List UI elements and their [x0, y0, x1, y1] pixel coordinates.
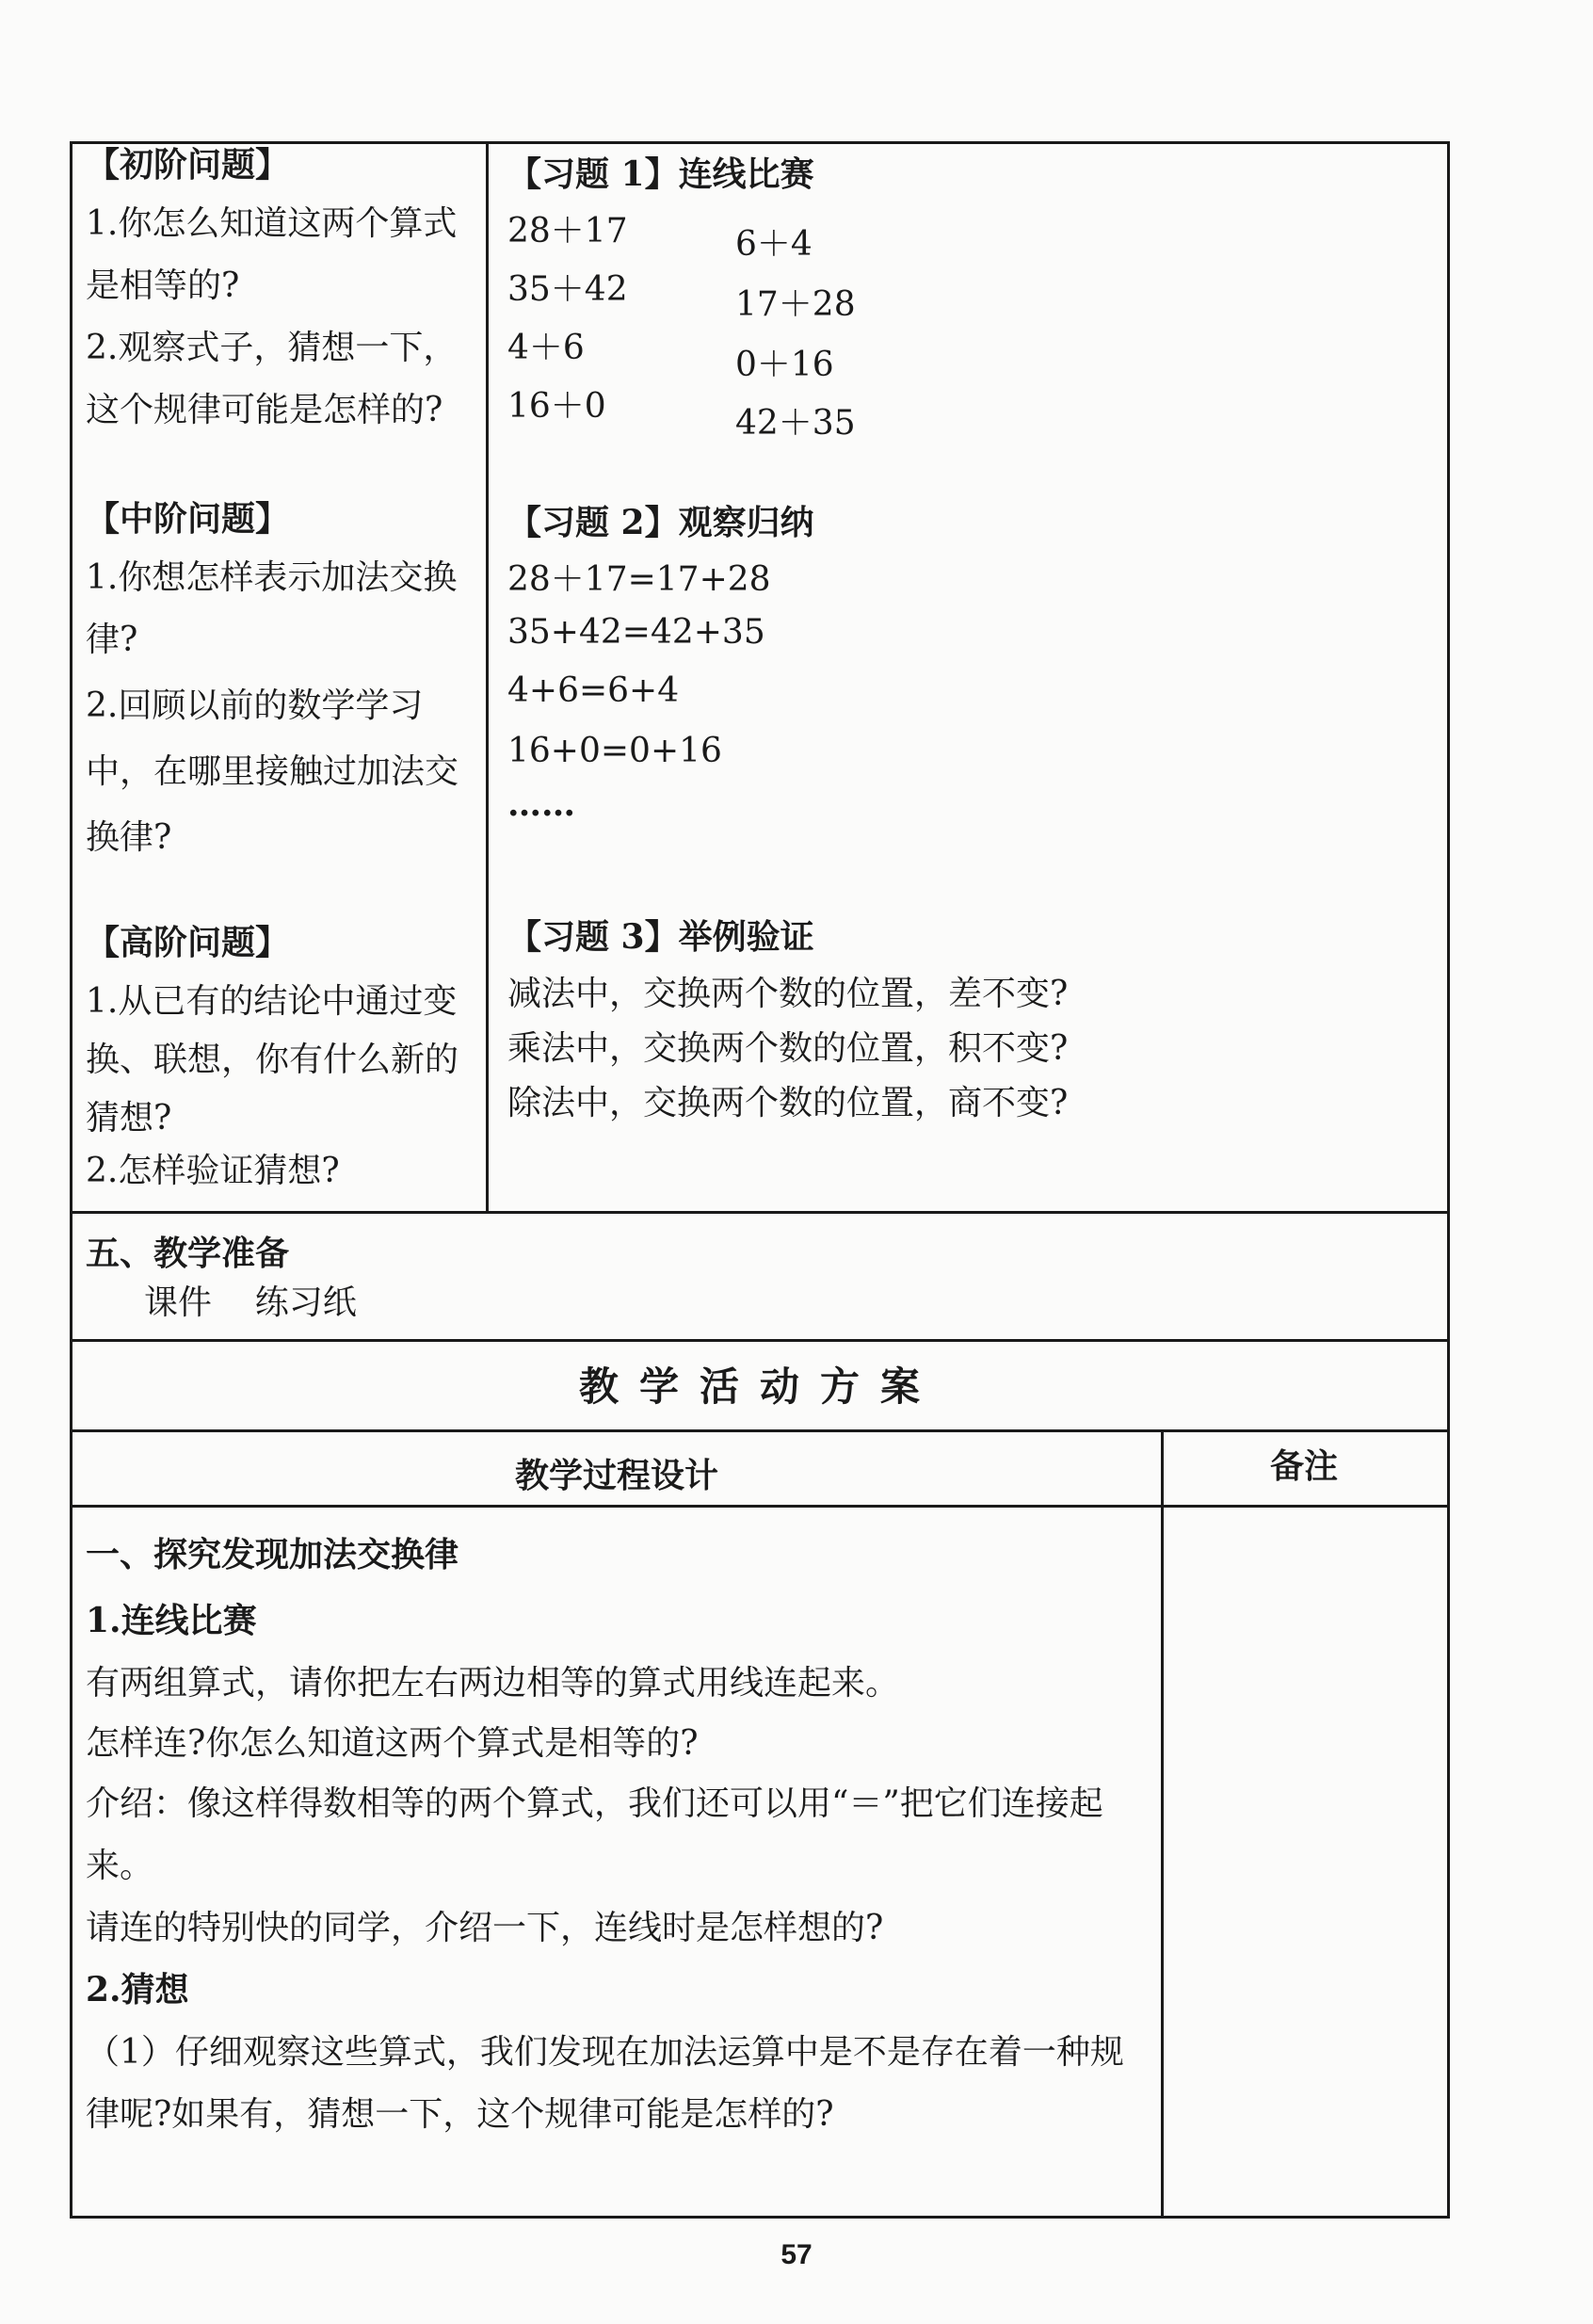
exercise-2-title: 【习题 2】观察归纳 [507, 503, 814, 542]
subsection-heading: 2.猜想 [86, 1970, 189, 2009]
col-header-notes: 备注 [1269, 1446, 1338, 1486]
question-line: 1.从已有的结论中通过变 [86, 982, 458, 1021]
exercise-1-left-item: 16＋0 [507, 387, 606, 426]
prep-items: 课件 练习纸 [144, 1283, 357, 1322]
question-line: 换、联想，你有什么新的 [86, 1041, 459, 1079]
exercise-1-left-item: 28＋17 [507, 212, 628, 250]
question-line: 中，在哪里接触过加法交 [86, 752, 459, 791]
activity-plan-banner: 教学活动方案 [72, 1342, 1447, 1432]
process-paragraph: 来。 [86, 1847, 154, 1885]
page-frame [70, 141, 1450, 2219]
question-line: 换律? [86, 818, 172, 857]
exercise-2-line: 28＋17=17+28 [507, 560, 771, 599]
exercise-2-ellipsis: …… [507, 784, 575, 824]
high-questions-title: 【高阶问题】 [86, 923, 290, 962]
exercise-1-left-item: 35＋42 [507, 270, 628, 309]
question-line: 是相等的? [86, 266, 240, 305]
teaching-preparation [72, 1214, 1447, 1342]
process-paragraph: 律呢?如果有，猜想一下，这个规律可能是怎样的? [86, 2095, 834, 2134]
question-line: 2.观察式子，猜想一下， [86, 329, 458, 367]
process-paragraph: （1）仔细观察这些算式，我们发现在加法运算中是不是存在着一种规 [86, 2033, 1124, 2072]
col-header-process: 教学过程设计 [514, 1456, 718, 1495]
exercise-1-right-item: 6＋4 [735, 225, 813, 264]
process-paragraph: 请连的特别快的同学，介绍一下，连线时是怎样想的? [86, 1909, 884, 1947]
process-paragraph: 怎样连?你怎么知道这两个算式是相等的? [86, 1724, 699, 1763]
page-number: 57 [780, 2239, 813, 2270]
question-line: 1.你想怎样表示加法交换 [86, 558, 458, 597]
column-divider [1161, 1432, 1164, 2216]
questions-column [72, 144, 489, 1214]
exercise-1-right-item: 17＋28 [735, 285, 856, 324]
exercise-3-title: 【习题 3】举例验证 [507, 917, 814, 957]
process-paragraph: 介绍：像这样得数相等的两个算式，我们还可以用“＝”把它们连接起 [86, 1784, 1103, 1823]
exercise-2-line: 35+42=42+35 [507, 613, 765, 652]
exercises-column [489, 144, 1447, 1214]
question-line: 律? [86, 621, 138, 659]
questions-exercises-section [72, 144, 1447, 1214]
process-table-header [72, 1432, 1447, 1508]
question-line: 1.你怎么知道这两个算式 [86, 204, 458, 243]
exercise-3-line: 除法中，交换两个数的位置，商不变? [507, 1084, 1069, 1122]
basic-questions-title: 【初阶问题】 [86, 145, 290, 185]
exercise-1-title: 【习题 1】连线比赛 [507, 154, 814, 194]
question-line: 猜想? [86, 1099, 172, 1138]
exercise-1-right-item: 42＋35 [735, 404, 856, 443]
prep-title: 五、教学准备 [86, 1234, 290, 1273]
exercise-3-line: 减法中，交换两个数的位置，差不变? [507, 975, 1069, 1013]
question-line: 2.回顾以前的数学学习 [86, 686, 424, 725]
question-line: 这个规律可能是怎样的? [86, 391, 443, 429]
exercise-1-right-item: 0＋16 [735, 346, 834, 384]
exercise-2-line: 4+6=6+4 [507, 671, 680, 710]
exercise-3-line: 乘法中，交换两个数的位置，积不变? [507, 1029, 1069, 1068]
middle-questions-title: 【中阶问题】 [86, 499, 290, 539]
process-paragraph: 有两组算式，请你把左右两边相等的算式用线连起来。 [86, 1664, 900, 1703]
exercise-1-left-item: 4＋6 [507, 329, 585, 367]
subsection-heading: 1.连线比赛 [86, 1601, 257, 1640]
exercise-2-line: 16+0=0+16 [507, 732, 722, 770]
section-heading: 一、探究发现加法交换律 [86, 1535, 459, 1574]
question-line: 2.怎样验证猜想? [86, 1152, 340, 1190]
